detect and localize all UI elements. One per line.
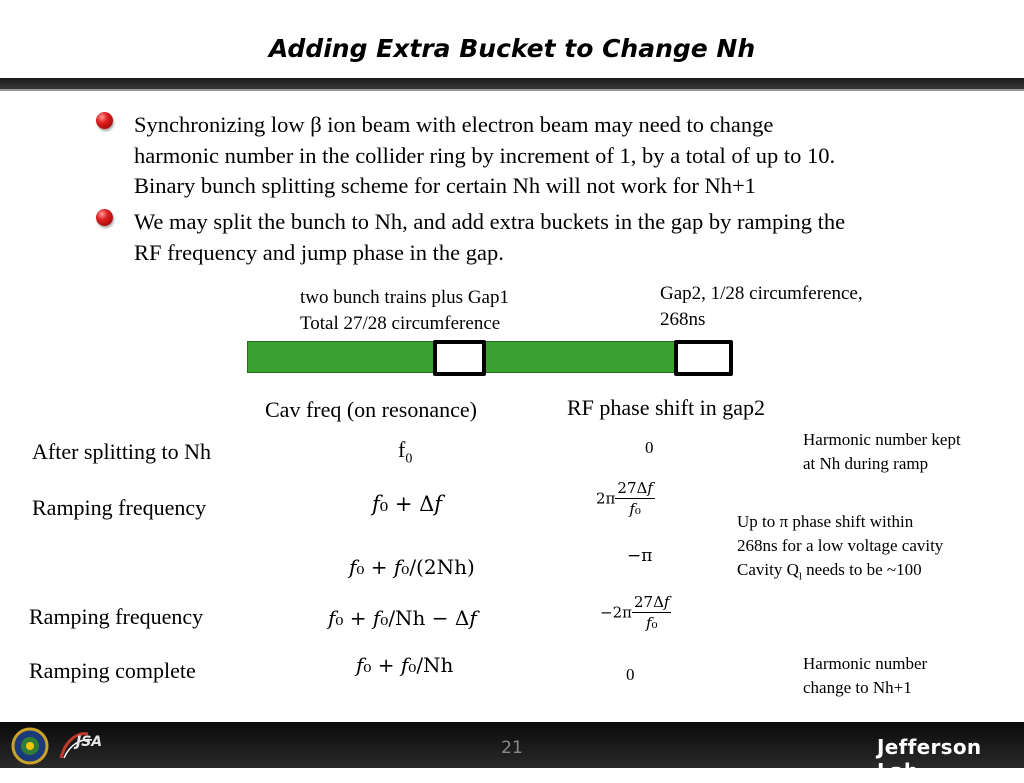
row-4-frequency: 𝑓₀ + 𝑓₀/Nh − Δ𝑓: [328, 606, 477, 630]
row-1-phase: 0: [645, 438, 654, 457]
row-5-note-line-1: Harmonic number: [803, 654, 928, 673]
gap2-box: [674, 340, 733, 376]
row-3-note-line-1: Up to π phase shift within: [737, 512, 914, 531]
bullet-1-line-1: Synchronizing low β ion beam with electron beam may need to change: [134, 112, 774, 137]
row-2-frequency: 𝑓₀ + Δ𝑓: [372, 492, 443, 516]
gap2-label-line-1: Gap2, 1/28 circumference,: [660, 283, 863, 304]
bullet-icon: [96, 209, 113, 226]
bullet-2-line-1: We may split the bunch to Nh, and add extra buckets in the gap by ramping the: [134, 209, 846, 234]
row-4-phase: [600, 592, 671, 633]
row-2-phase-denominator: 𝑓₀: [629, 500, 641, 518]
row-3-frequency: 𝑓₀ + 𝑓₀/(2Nh): [349, 555, 475, 579]
row-4-phase-numerator: 27Δ𝑓: [633, 593, 670, 611]
jefferson-lab-logo: Jefferson Lab: [877, 735, 982, 783]
row-1-note-line-2: at Nh during ramp: [803, 454, 929, 473]
row-2-phase: [596, 478, 655, 519]
row-2-phase-prefix: 2π: [596, 489, 616, 508]
trains-label-line-2: Total 27/28 circumference: [300, 313, 501, 334]
row-3-phase: −π: [627, 546, 653, 566]
gap2-label: [660, 281, 863, 333]
trains-label: [300, 285, 509, 337]
phase-column-header: RF phase shift in gap2: [567, 395, 765, 420]
row-3-note-q: Cavity Q: [737, 560, 799, 579]
jsa-logo-text: JSA: [76, 734, 103, 750]
bullet-1-line-2: harmonic number in the collider ring by increment of 1, by a total of up to 10.: [134, 142, 836, 168]
row-label-ramping-complete: Ramping complete: [29, 658, 196, 683]
row-5-note-line-2: change to Nh+1: [803, 678, 912, 697]
bullet-text-1: [134, 110, 994, 202]
row-1-note: [803, 428, 961, 476]
bullet-text-2: [134, 207, 994, 268]
row-label-ramping-frequency-2: Ramping frequency: [29, 604, 204, 629]
row-1-freq-sub: 0: [405, 451, 413, 467]
row-1-note-line-1: Harmonic number kept: [803, 430, 961, 449]
row-5-frequency: 𝑓₀ + 𝑓₀/Nh: [356, 653, 454, 677]
row-3-note-line-3: [737, 558, 943, 588]
bullet-2-line-2: RF frequency and jump phase in the gap.: [134, 239, 504, 265]
slide-title: Adding Extra Bucket to Change Nh: [268, 34, 756, 63]
row-3-note-q-value: needs to be ~100: [801, 560, 922, 579]
row-4-phase-fraction: [632, 592, 671, 633]
row-3-note-q-sub: l: [798, 570, 802, 583]
bullet-icon: [96, 112, 113, 129]
row-label-ramping-frequency: Ramping frequency: [32, 495, 207, 520]
row-4-phase-prefix: −2π: [600, 603, 632, 622]
gap2-label-line-2: 268ns: [660, 309, 706, 330]
freq-column-header: Cav freq (on resonance): [265, 397, 477, 422]
row-label-after-splitting: After splitting to Nh: [32, 439, 212, 464]
trains-label-line-1: two bunch trains plus Gap1: [300, 287, 509, 308]
row-2-phase-numerator: 27Δ𝑓: [617, 479, 653, 497]
bunch-train-bar: [247, 341, 731, 373]
row-5-phase: 0: [626, 665, 635, 684]
row-3-note-line-2: 268ns for a low voltage cavity: [737, 536, 944, 555]
row-4-phase-denominator: 𝑓₀: [645, 614, 658, 632]
title-divider-shadow: [0, 89, 1024, 91]
row-3-note: [737, 510, 943, 588]
row-1-frequency: [398, 437, 412, 467]
row-2-phase-fraction: [615, 478, 654, 519]
row-5-note: [803, 652, 927, 700]
bullet-1-line-3: Binary bunch splitting scheme for certain Nh will not work for Nh+1: [134, 173, 756, 198]
gap1-box: [433, 340, 486, 376]
row-1-freq-base: f: [398, 437, 406, 462]
page-number: 21: [501, 738, 523, 758]
